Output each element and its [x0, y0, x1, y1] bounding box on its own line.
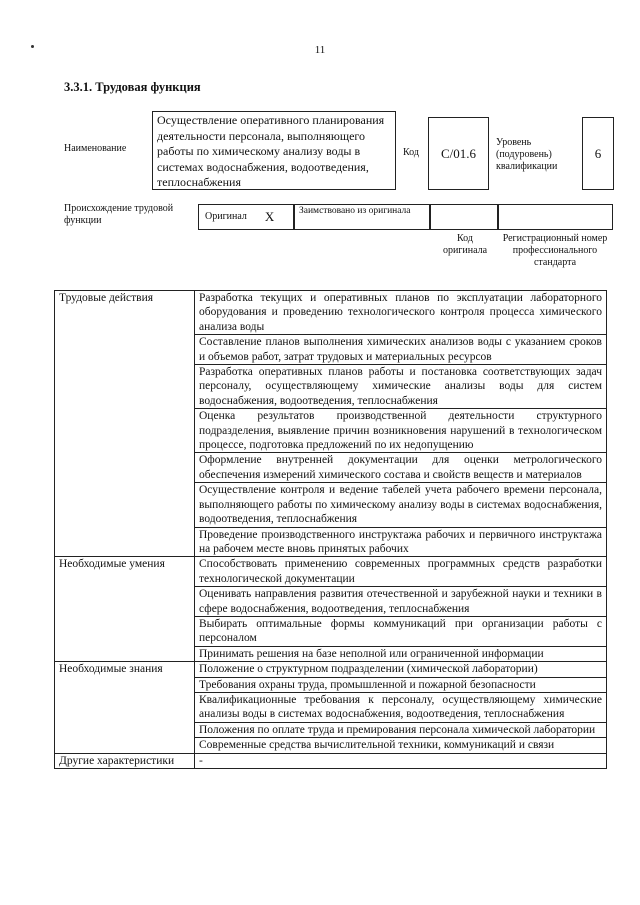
- row-text: Оценивать направления развития отечественной и зарубежной науки и техники в сфере водоснабжения, водоотведения, теплоснабжения: [195, 587, 607, 617]
- level-value-box: 6: [582, 117, 614, 190]
- page-number: 11: [314, 44, 326, 56]
- row-text: Оформление внутренней документации для оценки метрологического обеспечения измерений химического состава и свойств веществ и материалов: [195, 453, 607, 483]
- borrowed-cell: [294, 204, 430, 230]
- row-text: Проведение производственного инструктажа рабочих и первичного инструктажа на рабочем месте вновь принятых рабочих: [195, 527, 607, 557]
- section-title: 3.3.1. Трудовая функция: [64, 80, 201, 94]
- row-text: Разработка оперативных планов работы и постановка соответствующих задач персоналу, осуществляющему химические анализы воды для систем водоснабжения, водоотведения, теплоснабжения: [195, 365, 607, 409]
- row-text: Оценка результатов производственной деятельности структурного подразделения, выявление причин возникновения нарушений в технологическом процессе, подготовка предложений по их недопущению: [195, 409, 607, 453]
- level-label: Уровень (подуровень) квалификации: [496, 137, 558, 172]
- category-cell: Другие характеристики: [55, 753, 195, 768]
- category-cell: Необходимые знания: [55, 662, 195, 753]
- row-text: Принимать решения на базе неполной или ограниченной информации: [195, 646, 607, 661]
- borrowed-label: Заимствовано из оригинала: [299, 206, 411, 216]
- row-text: Осуществление контроля и ведение табелей учета рабочего времени персонала, выполняющего работы по химическому анализу воды в системах водоснабжения, водоотведения, теплоснабжения: [195, 483, 607, 527]
- row-text: Способствовать применению современных программных средств разработки технологической документации: [195, 557, 607, 587]
- row-text: Разработка текущих и оперативных планов по эксплуатации лабораторного оборудования и проведению технологического контроля процесса химического анализа воды: [195, 291, 607, 335]
- labor-function-table: [54, 290, 607, 769]
- category-cell: Трудовые действия: [55, 291, 195, 557]
- table-row: [55, 291, 607, 335]
- original-mark: X: [264, 209, 275, 224]
- reg-caption: Регистрационный номер профессионального стандарта: [502, 233, 608, 268]
- row-text: Составление планов выполнения химических анализов воды с указанием сроков и объемов работ, затрат трудовых и материальных ресурсов: [195, 335, 607, 365]
- table-row: [55, 753, 607, 768]
- code-value-box: C/01.6: [428, 117, 489, 190]
- row-text: -: [195, 753, 607, 768]
- original-code-cell: [430, 204, 498, 230]
- name-label: Наименование: [64, 143, 127, 154]
- row-text: Положение о структурном подразделении (химической лаборатории): [195, 662, 607, 677]
- table-row: [55, 557, 607, 587]
- row-text: Выбирать оптимальные формы коммуникаций при организации работы с персоналом: [195, 616, 607, 646]
- row-text: Положения по оплате труда и премирования персонала химической лаборатории: [195, 722, 607, 737]
- code-label: Код: [403, 147, 419, 158]
- origin-row: [198, 204, 613, 230]
- original-cell: [198, 204, 294, 230]
- code-caption: Код оригинала: [442, 233, 488, 256]
- row-text: Современные средства вычислительной техники, коммуникаций и связи: [195, 738, 607, 753]
- row-text: Квалификационные требования к персоналу, осуществляющему химические анализы воды в системах водоснабжения, водоотведения, теплоснабжения: [195, 692, 607, 722]
- table-row: [55, 662, 607, 677]
- original-label: Оригинал: [205, 211, 247, 222]
- row-text: Требования охраны труда, промышленной и пожарной безопасности: [195, 677, 607, 692]
- origin-label: Происхождение трудовой функции: [64, 203, 174, 226]
- category-cell: Необходимые умения: [55, 557, 195, 662]
- function-name-box: Осуществление оперативного планирования деятельности персонала, выполняющего работы по химическому анализу воды в системах водоснабжения, водоотведения, теплоснабжения: [152, 111, 396, 190]
- reg-number-cell: [498, 204, 613, 230]
